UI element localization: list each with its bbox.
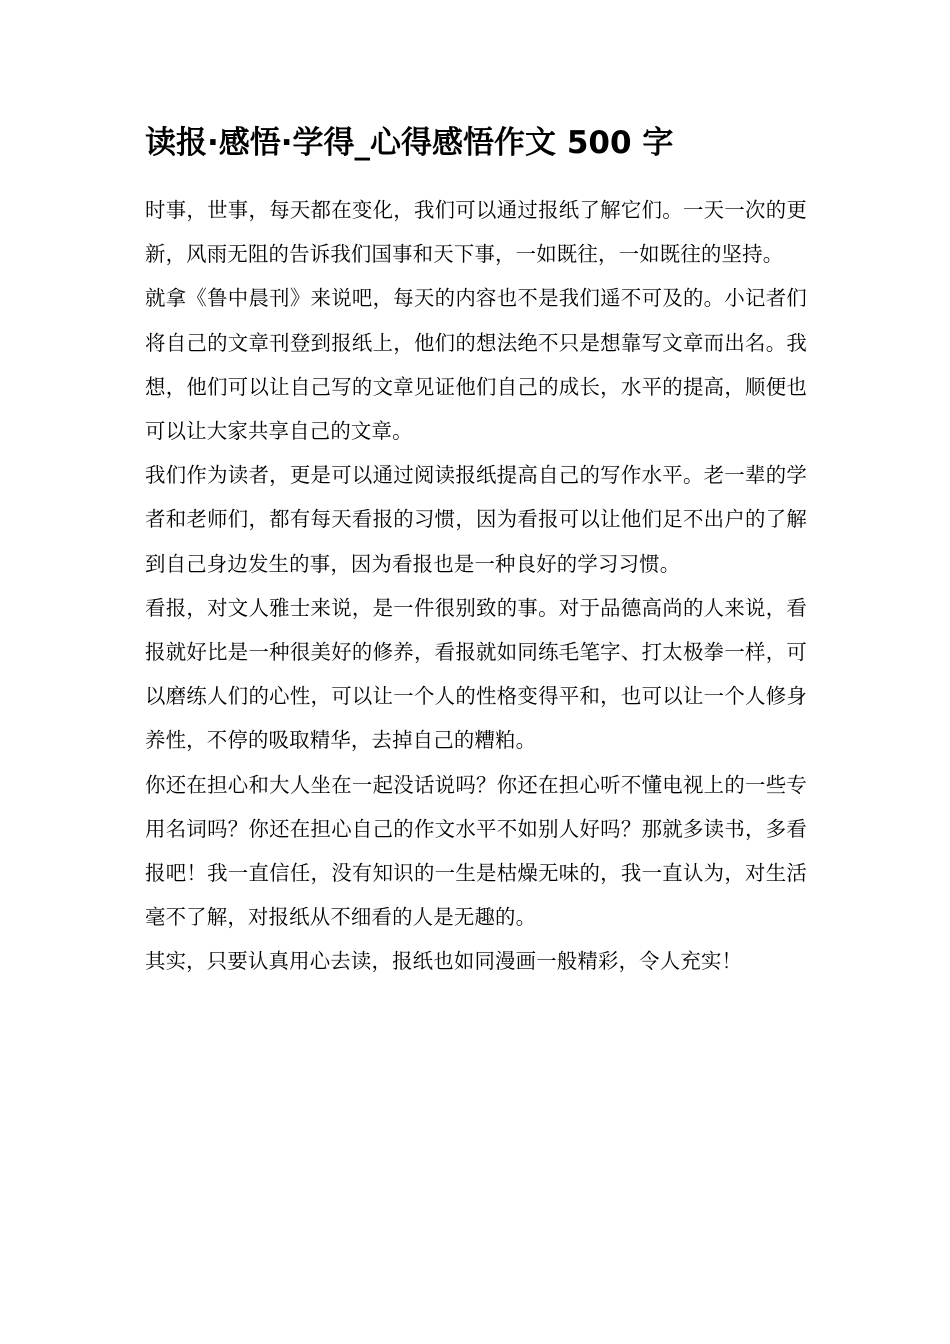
paragraph-5: 你还在担心和大人坐在一起没话说吗？你还在担心听不懂电视上的一些专用名词吗？你还在担心自己的作文水平不如别人好吗？那就多读书，多看报吧！我一直信任，没有知识的一生是枯燥无味的，我一直认为，对生活毫不了解，对报纸从不细看的人是无趣的。 [145,772,807,930]
paragraph-4: 看报，对文人雅士来说，是一件很别致的事。对于品德高尚的人来说，看报就好比是一种很美好的修养，看报就如同练毛笔字、打太极拳一样，可以磨练人们的心性，可以让一个人的性格变得平和，也可以让一个人修身养性，不停的吸取精华，去掉自己的糟粕。 [145,595,807,753]
paragraph-6: 其实，只要认真用心去读，报纸也如同漫画一般精彩，令人充实！ [145,949,743,974]
document-body [145,188,807,984]
document-title: 读报·感悟·学得_心得感悟作文 500 字 [145,125,674,161]
paragraph-1: 时事，世事，每天都在变化，我们可以通过报纸了解它们。一天一次的更新，风雨无阻的告诉我们国事和天下事，一如既往，一如既往的坚持。 [145,198,807,267]
paragraph-2: 就拿《鲁中晨刊》来说吧，每天的内容也不是我们遥不可及的。小记者们将自己的文章刊登到报纸上，他们的想法绝不只是想靠写文章而出名。我想，他们可以让自己写的文章见证他们自己的成长，水平的提高，顺便也可以让大家共享自己的文章。 [145,286,807,444]
paragraph-3: 我们作为读者，更是可以通过阅读报纸提高自己的写作水平。老一辈的学者和老师们，都有每天看报的习惯，因为看报可以让他们足不出户的了解到自己身边发生的事，因为看报也是一种良好的学习习惯。 [145,463,807,576]
